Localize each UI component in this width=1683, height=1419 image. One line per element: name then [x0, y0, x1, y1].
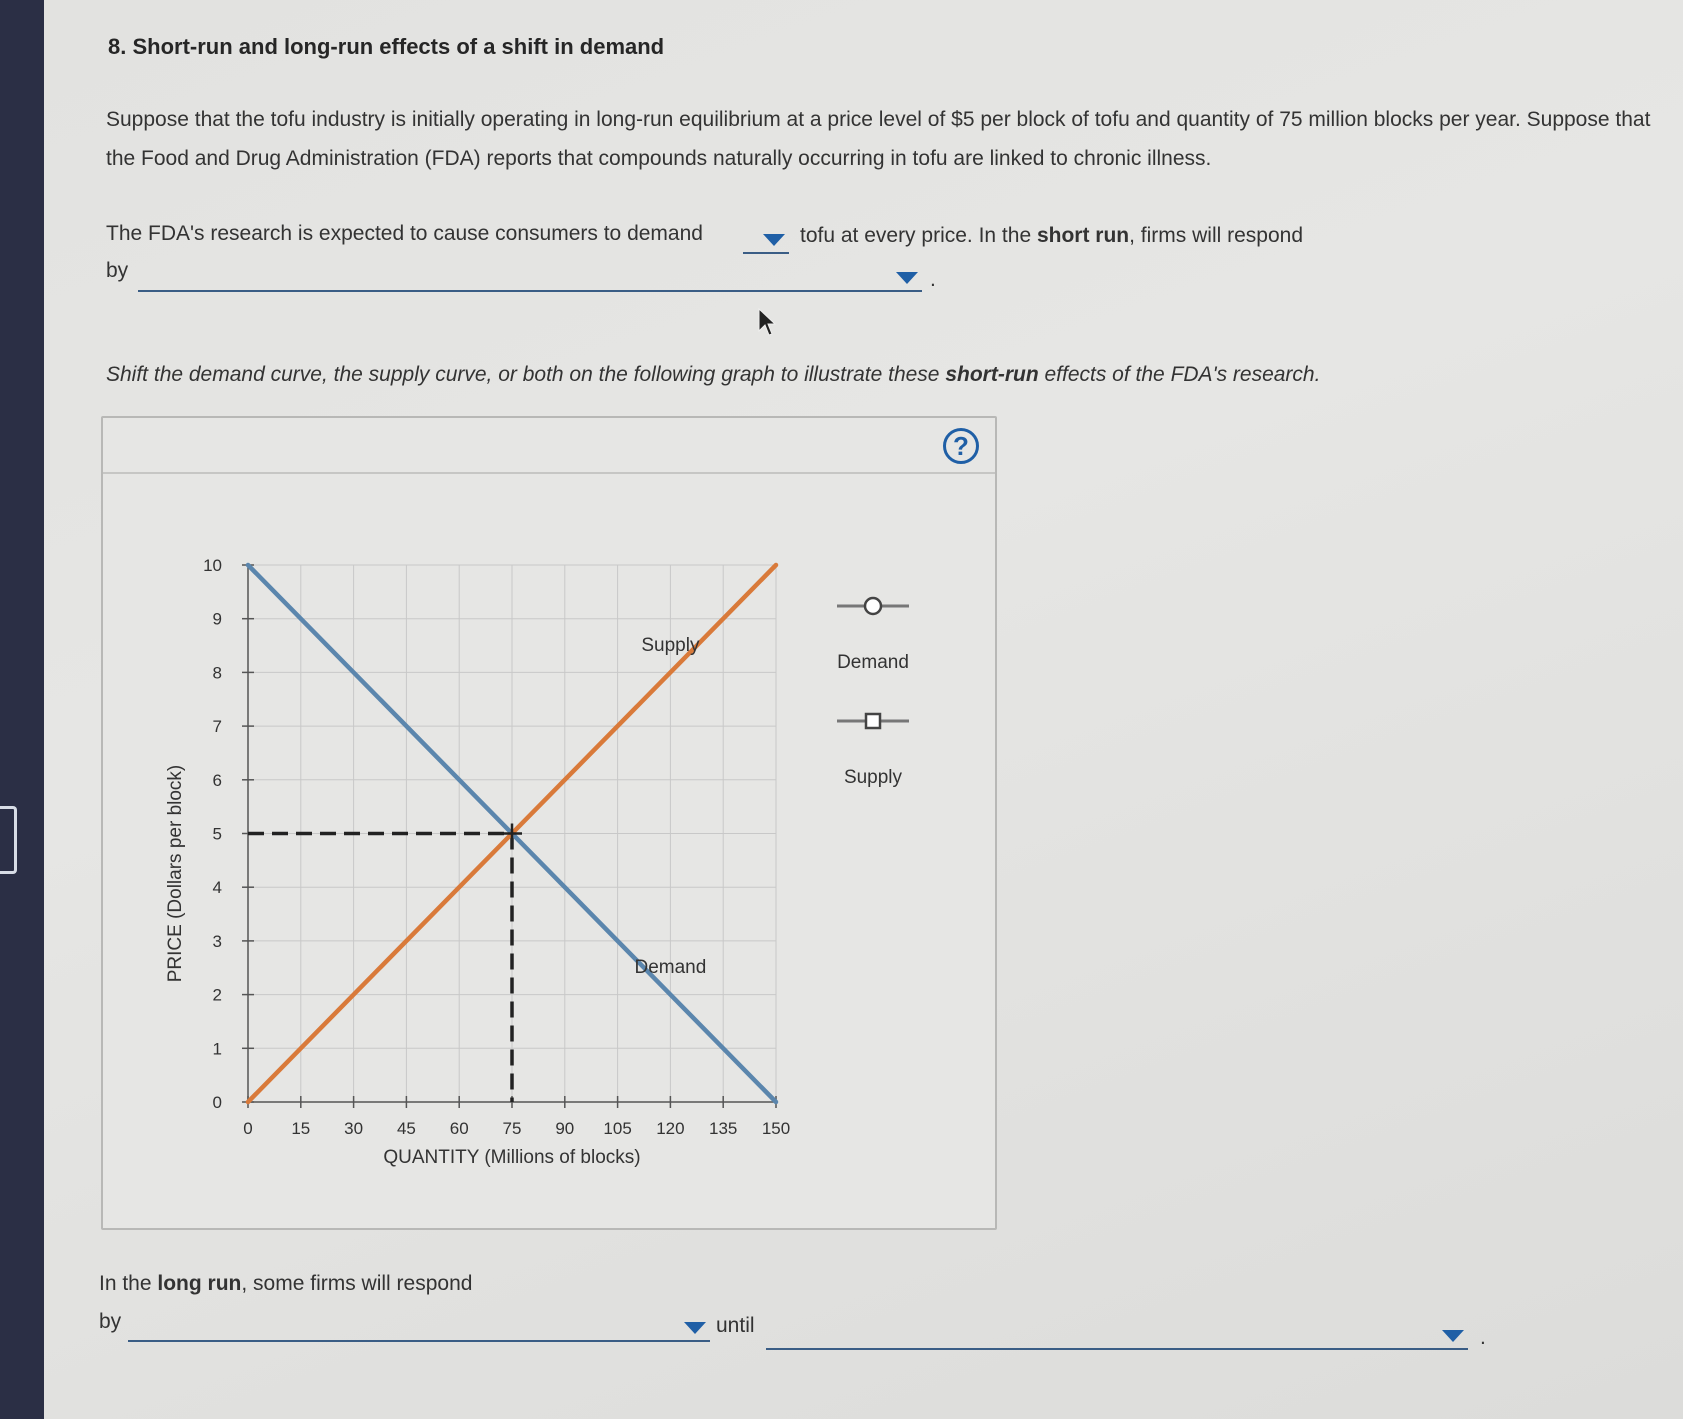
graph-panel [101, 416, 997, 1230]
chevron-down-icon [1442, 1330, 1464, 1342]
longrun-text: In the [99, 1272, 158, 1295]
y-tick-label: 3 [212, 931, 222, 951]
sentence1-period: . [930, 268, 936, 291]
y-tick-label: 2 [212, 985, 222, 1005]
x-tick-label: 135 [709, 1119, 738, 1138]
scenario-paragraph: Suppose that the tofu industry is initially operating in long-run equilibrium at a price level of $5 per block of tofu and quantity of 75 million blocks per year. Suppose that the Food and Drug Administration (FDA) reports that compounds naturally occurring in tofu are linked to chronic illness. [106, 108, 1651, 170]
question-title: 8. Short-run and long-run effects of a shift in demand [108, 34, 665, 59]
longrun-text-end: , some firms will respond [241, 1272, 473, 1295]
y-axis-label: PRICE (Dollars per block) [165, 764, 186, 983]
help-button[interactable]: ? [943, 428, 979, 464]
instruction-text: Shift the demand curve, the supply curve, or both on the following graph to illustrate these [106, 363, 946, 386]
legend-circle-icon[interactable] [865, 598, 881, 614]
demand-change-dropdown[interactable] [743, 222, 789, 254]
y-tick-label: 6 [212, 770, 222, 790]
longrun-until: until [716, 1314, 755, 1337]
x-tick-label: 60 [449, 1119, 469, 1138]
y-tick-label: 7 [212, 717, 222, 737]
y-tick-label: 0 [212, 1093, 222, 1112]
side-tab-handle[interactable] [0, 806, 17, 874]
instruction-bold: short-run [945, 363, 1039, 386]
legend-demand-label: Demand [837, 652, 909, 673]
x-tick-label: 150 [761, 1119, 791, 1138]
x-tick-label: 15 [291, 1119, 311, 1138]
left-window-strip [0, 0, 44, 1419]
mouse-cursor-icon [757, 307, 777, 337]
instruction-text-end: effects of the FDA's research. [1038, 363, 1321, 386]
x-tick-label: 0 [243, 1119, 253, 1138]
y-tick-label: 5 [212, 824, 222, 844]
legend-square-icon[interactable] [866, 714, 880, 728]
x-tick-label: 90 [555, 1119, 575, 1138]
sentence1-text-end: , firms will respond [1129, 224, 1304, 247]
question-page [44, 0, 1683, 1419]
sentence1-bold: short run [1036, 224, 1130, 247]
longrun-response-dropdown[interactable] [128, 1308, 710, 1342]
supply-curve-label: Supply [641, 634, 700, 656]
sentence1-tail [800, 224, 1303, 248]
sentence1-by: by [106, 259, 129, 282]
longrun-period: . [1480, 1326, 1486, 1349]
chevron-down-icon [763, 234, 785, 246]
graph-instruction [106, 363, 1320, 387]
x-tick-label: 75 [502, 1119, 522, 1138]
x-tick-label: 105 [603, 1119, 632, 1138]
shortrun-response-dropdown[interactable] [138, 258, 922, 292]
chevron-down-icon [896, 272, 918, 284]
longrun-lead [99, 1272, 472, 1296]
x-tick-label: 45 [396, 1119, 416, 1138]
y-tick-label: 8 [212, 663, 222, 683]
x-tick-label: 30 [344, 1119, 364, 1138]
y-tick-label: 4 [212, 878, 222, 898]
y-tick-label: 9 [212, 609, 222, 629]
y-tick-label: 1 [212, 1039, 222, 1059]
y-tick-label: 10 [203, 556, 222, 575]
sentence1-lead: The FDA's research is expected to cause consumers to demand [106, 222, 703, 245]
longrun-bold: long run [157, 1272, 242, 1295]
chevron-down-icon [684, 1322, 706, 1334]
longrun-by: by [99, 1310, 122, 1333]
legend-supply-label: Supply [843, 767, 903, 788]
sentence1-text: tofu at every price. In the [800, 224, 1037, 247]
x-tick-label: 120 [656, 1119, 685, 1138]
longrun-until-dropdown[interactable] [766, 1316, 1468, 1350]
supply-demand-chart[interactable] [103, 418, 995, 1228]
demand-curve-label: Demand [634, 957, 707, 979]
x-axis-label: QUANTITY (Millions of blocks) [383, 1147, 641, 1168]
